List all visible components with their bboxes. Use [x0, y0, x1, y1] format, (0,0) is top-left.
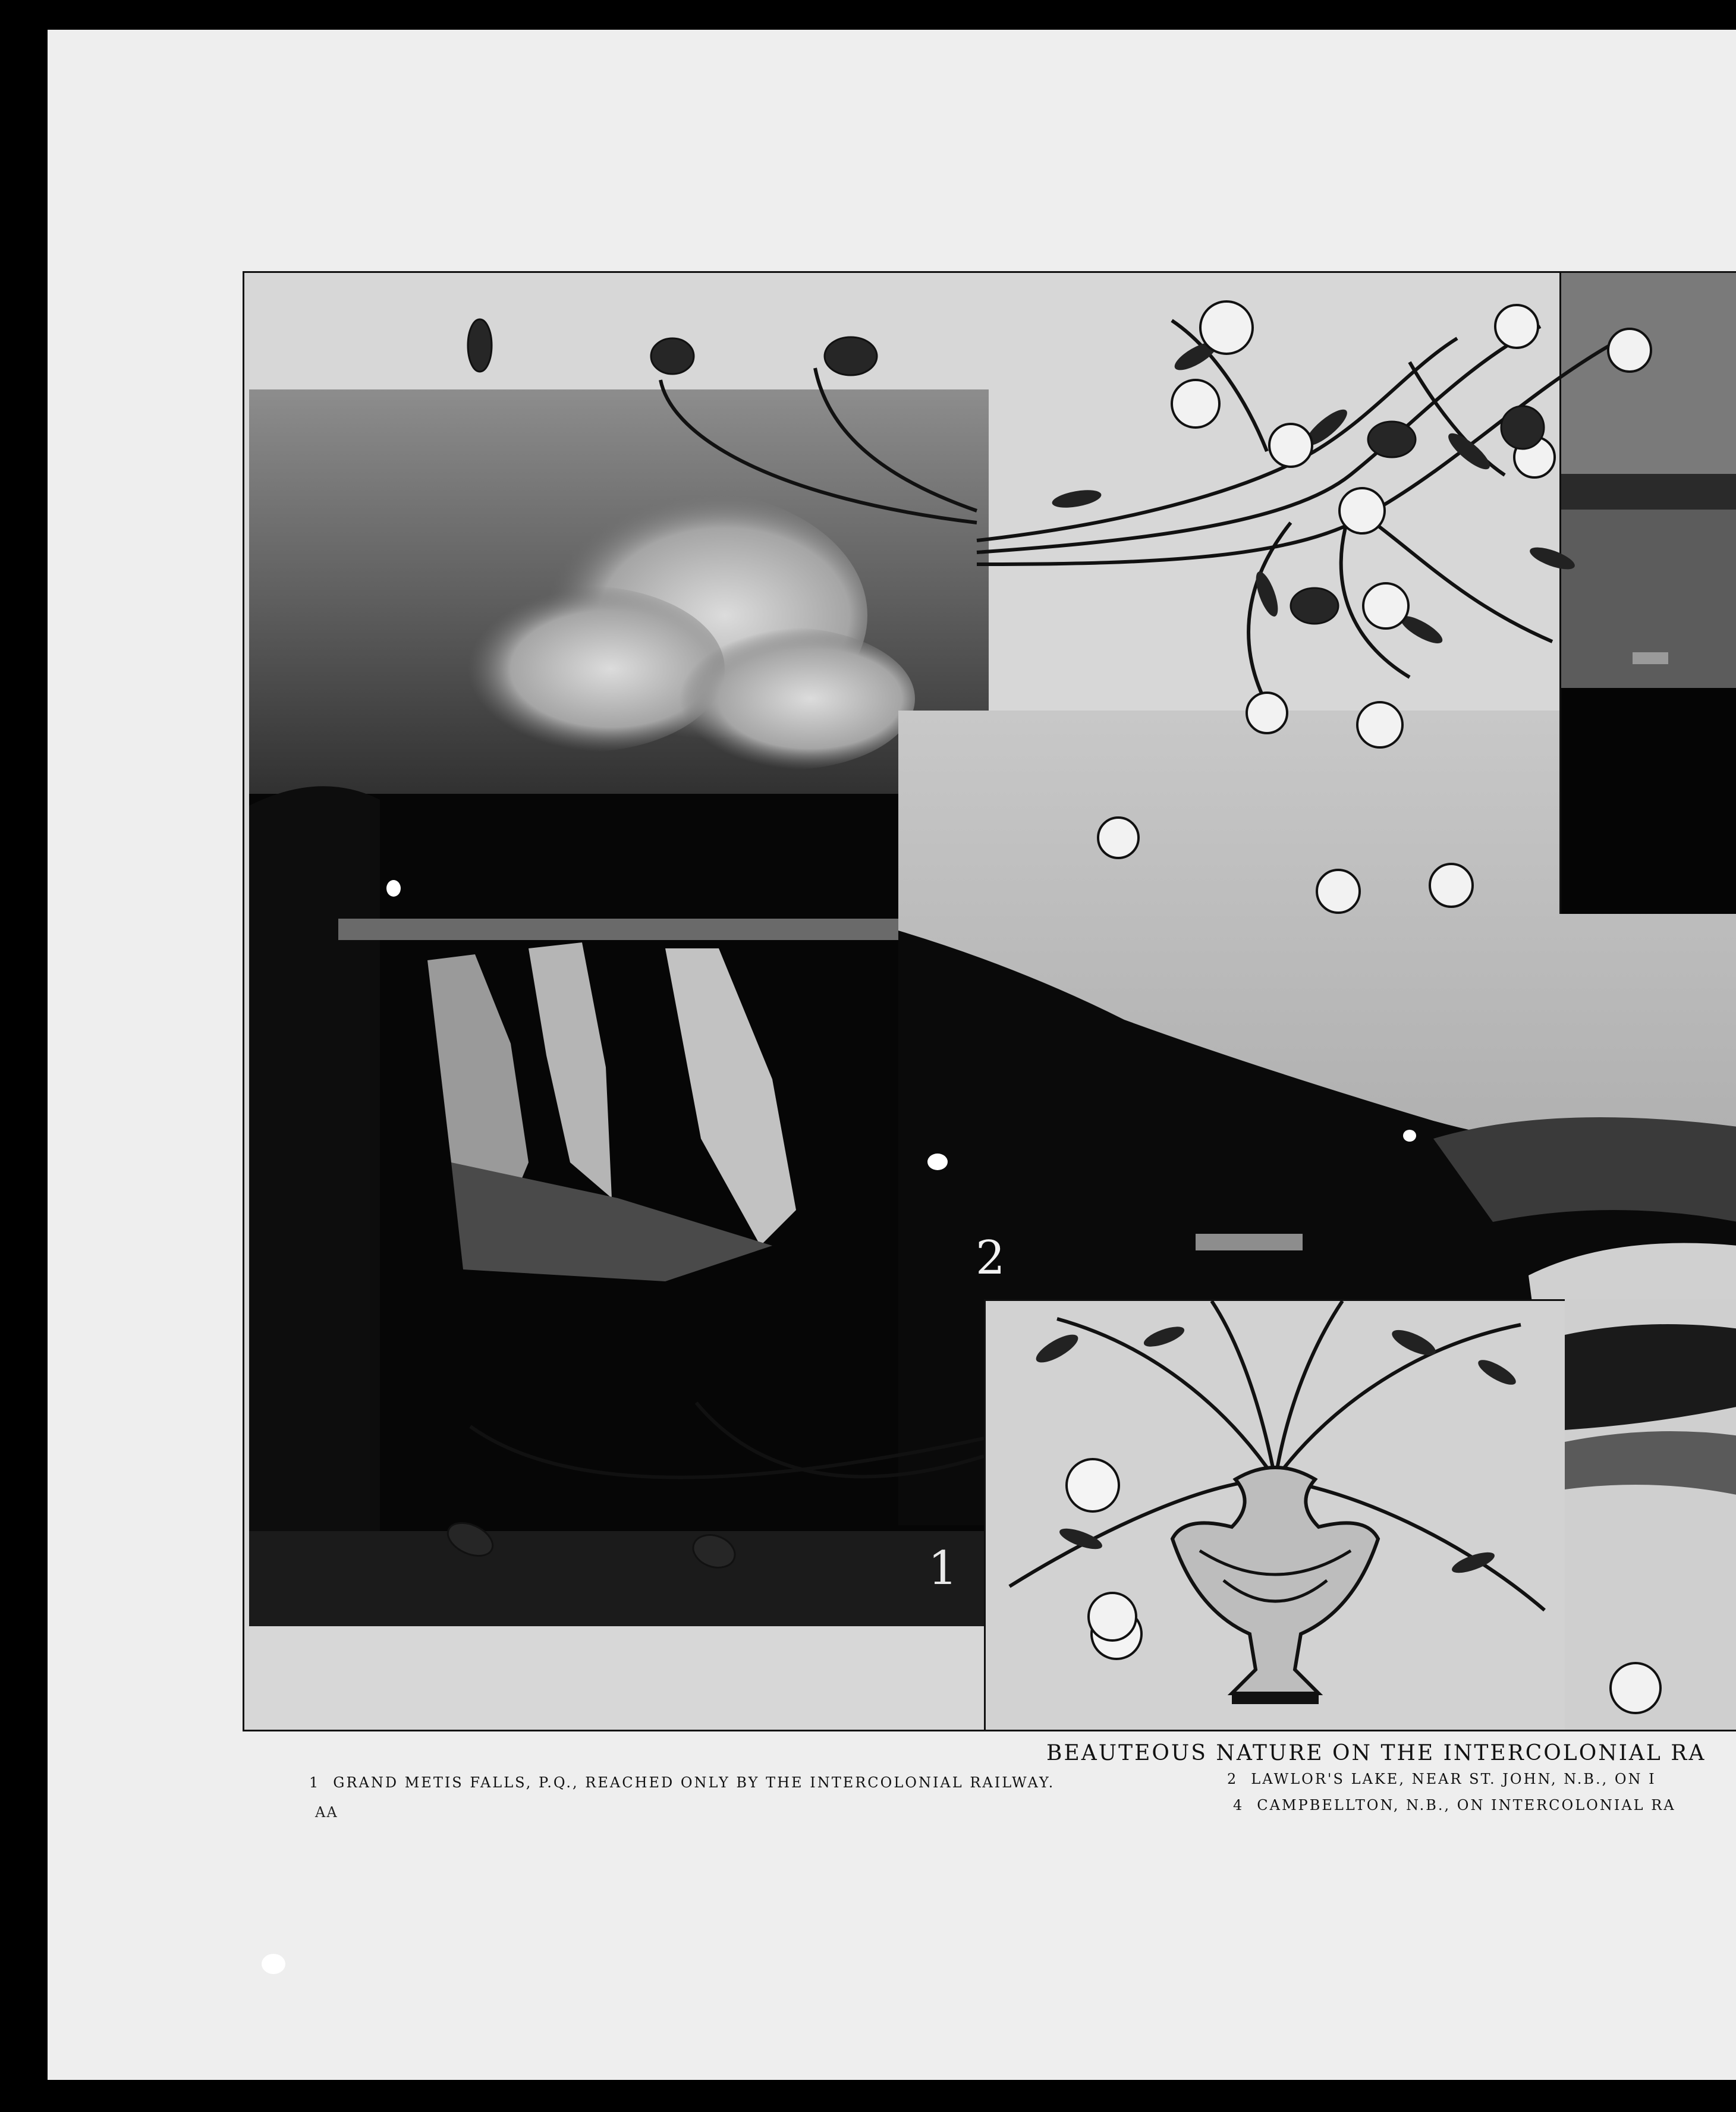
caption-2-number: 2 — [1227, 1771, 1238, 1787]
plate-number-1: 1 — [928, 1542, 958, 1595]
caption-4-number: 4 — [1233, 1797, 1244, 1814]
dust-speck — [1403, 1130, 1416, 1142]
dust-speck — [386, 880, 401, 897]
plate-number-2: 2 — [976, 1231, 1005, 1285]
dust-speck — [927, 1154, 948, 1170]
photo-campbellton — [1563, 1299, 1736, 1731]
dust-speck — [262, 1954, 285, 1974]
engraver-signature: AA — [315, 1804, 338, 1821]
photo-grand-metis-falls — [249, 389, 989, 1626]
decorative-vase-panel — [984, 1299, 1565, 1731]
photo-plate — [243, 271, 1736, 1731]
caption-1 — [309, 1774, 1055, 1791]
caption-4 — [1233, 1797, 1676, 1814]
caption-2-text: LAWLOR'S LAKE, NEAR ST. JOHN, N.B., ON I — [1251, 1771, 1656, 1787]
caption-2 — [1227, 1771, 1656, 1787]
caption-1-text: GRAND METIS FALLS, P.Q., REACHED ONLY BY THE INTERCOLONIAL RAILWAY. — [333, 1774, 1055, 1791]
caption-1-number: 1 — [309, 1774, 320, 1791]
photo-upper-right-lake — [1559, 272, 1736, 914]
caption-4-text: CAMPBELLTON, N.B., ON INTERCOLONIAL RA — [1257, 1797, 1676, 1814]
plate-title: BEAUTEOUS NATURE ON THE INTERCOLONIAL RA — [1046, 1741, 1706, 1765]
